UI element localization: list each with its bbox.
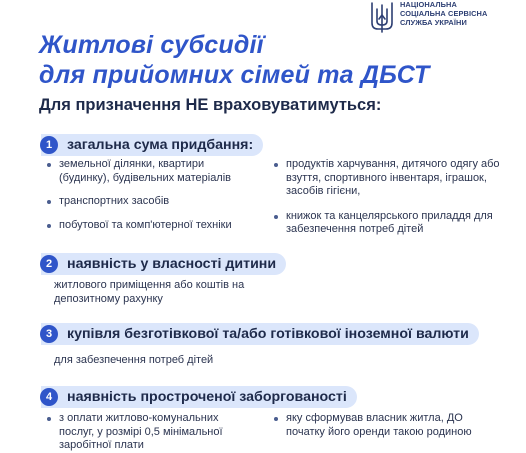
title-line-1: Житлові субсидії [39, 31, 264, 59]
section-1-title: загальна сума придбання: [67, 137, 254, 153]
section-2-text: житлового приміщення або коштів на депозитному рахунку [54, 279, 245, 305]
page-subtitle: Для призначення НЕ враховуватимуться: [39, 96, 382, 114]
org-name [400, 0, 487, 27]
list-item: продуктів харчування, дитячого одягу або взуття, спортивного інвентаря, іграшок, засобів гігієни, [273, 158, 508, 199]
org-name-line-1: НАЦІОНАЛЬНА [400, 0, 457, 9]
section-4-title: наявність простроченої заборгованості [67, 389, 347, 405]
section-1-left-list [46, 158, 256, 232]
list-item: з оплати житлово-комунальних послуг, у розмірі 0,5 мінімальної заробітної плати [46, 412, 246, 453]
section-4-left-list [46, 412, 246, 453]
section-3-number: 3 [40, 325, 58, 343]
section-1-right-list [273, 158, 508, 237]
section-1-heading [41, 134, 263, 156]
section-4-heading [41, 386, 357, 408]
section-1-number: 1 [40, 136, 58, 154]
section-3-heading [41, 323, 479, 345]
list-item: книжок та канцелярського приладдя для забезпечення потреб дітей [273, 210, 508, 237]
org-name-line-3: СЛУЖБА УКРАЇНИ [400, 18, 467, 27]
list-item: транспортних засобів [46, 195, 256, 209]
section-2-heading [41, 253, 286, 275]
title-line-2: для прийомних сімей та ДБСТ [39, 61, 430, 89]
org-name-line-2: СОЦІАЛЬНА СЕРВІСНА [400, 9, 488, 18]
list-item: побутової та комп'ютерної техніки [46, 219, 256, 233]
list-item: яку сформував власник житла, ДО початку його оренди такою родиною [273, 412, 473, 439]
section-4-right-list [273, 412, 473, 439]
section-2-number: 2 [40, 255, 58, 273]
section-2-title: наявність у власності дитини [67, 256, 277, 272]
section-3-text: для забезпечення потреб дітей [54, 354, 214, 366]
page-title [39, 30, 429, 90]
list-item: земельної ділянки, квартири (будинку), будівельних матеріалів [46, 158, 256, 185]
section-4-number: 4 [40, 388, 58, 406]
section-3-title: купівля безготівкової та/або готівкової іноземної валюти [67, 326, 469, 342]
